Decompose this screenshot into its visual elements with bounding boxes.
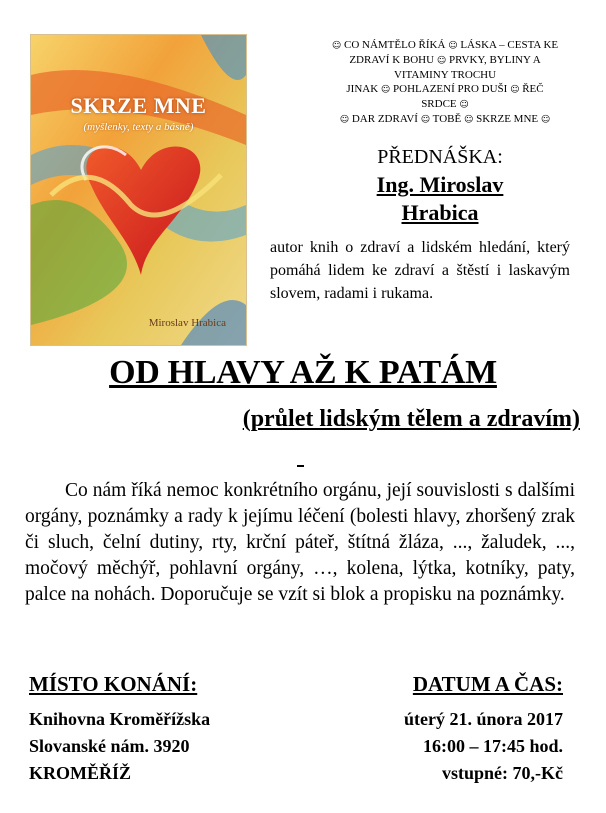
- topic-item: SRDCE: [421, 98, 457, 110]
- topic-item: CO NÁMTĚLO ŘÍKÁ: [343, 39, 446, 51]
- smiley-icon: ☺: [380, 85, 391, 95]
- description-paragraph: Co nám říká nemoc konkrétního orgánu, její souvislosti s dalšími orgány, poznámky a rady k jejímu léčení (bolesti hlavy, zhoršený zrak či sluch, čelní dutiny, rty, krční páteř, štítná žláza, ..., žaludek, ..., močový měchýř, pohlavní orgány, …, kolena, lýtka, kotníky, paty, palce na nohách. Doporučuje se vzít si blok a propisku na poznámky.: [25, 480, 575, 605]
- topic-item: TOBĚ: [432, 113, 462, 125]
- topic-item: JINAK: [346, 83, 379, 95]
- headline: OD HLAVY AŽ K PATÁM: [109, 354, 497, 391]
- smiley-icon: ☺: [331, 41, 342, 51]
- subheadline: (průlet lidským tělem a zdravím): [242, 406, 580, 432]
- topic-item: DAR ZDRAVÍ: [351, 113, 418, 125]
- event-date: úterý 21. února 2017: [404, 709, 563, 729]
- topic-item: ZDRAVÍ K BOHU: [349, 54, 435, 66]
- topic-item: ŘEČ: [522, 83, 544, 95]
- smiley-icon: ☺: [436, 56, 447, 66]
- datetime-label: DATUM A ČAS:: [412, 672, 563, 696]
- topic-item: VITAMINY TROCHU: [393, 69, 497, 81]
- topic-item: SKRZE MNE: [476, 113, 539, 125]
- speaker-name-line2: Hrabica: [401, 200, 479, 225]
- smiley-icon: ☺: [339, 115, 350, 125]
- divider: [297, 465, 304, 467]
- smiley-icon: ☺: [420, 115, 431, 125]
- smiley-icon: ☺: [510, 85, 520, 95]
- venue-name: Knihovna Kroměřížska: [29, 709, 211, 729]
- entry-fee: vstupné: 70,-Kč: [442, 763, 563, 783]
- speaker-name-line1: Ing. Miroslav: [376, 172, 504, 197]
- smiley-icon: ☺: [459, 100, 469, 110]
- topic-item: LÁSKA – CESTA KE: [460, 39, 559, 51]
- speaker-bio: autor knih o zdraví a lidském hledání, který pomáhá lidem ke zdraví a štěstí i laskavým slovem, radami i rukama.: [270, 239, 570, 302]
- smiley-icon: ☺: [540, 115, 551, 125]
- venue-address: Slovanské nám. 3920: [29, 736, 190, 756]
- lecture-label: PŘEDNÁŠKA:: [377, 146, 503, 168]
- smiley-icon: ☺: [463, 115, 474, 125]
- topic-item: POHLAZENÍ PRO DUŠI: [393, 83, 508, 95]
- venue-label: MÍSTO KONÁNÍ:: [29, 672, 198, 696]
- cover-artwork: [31, 35, 246, 345]
- smiley-icon: ☺: [448, 41, 458, 51]
- topic-item: PRVKY, BYLINY A: [448, 54, 541, 66]
- cover-title: SKRZE MNE: [70, 93, 207, 118]
- cover-author: Miroslav Hrabica: [148, 317, 226, 329]
- event-time: 16:00 – 17:45 hod.: [422, 736, 563, 756]
- book-cover-image: [31, 35, 246, 345]
- venue-city: KROMĚŘÍŽ: [29, 763, 132, 783]
- topics-list: [300, 38, 590, 127]
- cover-subtitle: (myšlenky, texty a básně): [83, 121, 194, 133]
